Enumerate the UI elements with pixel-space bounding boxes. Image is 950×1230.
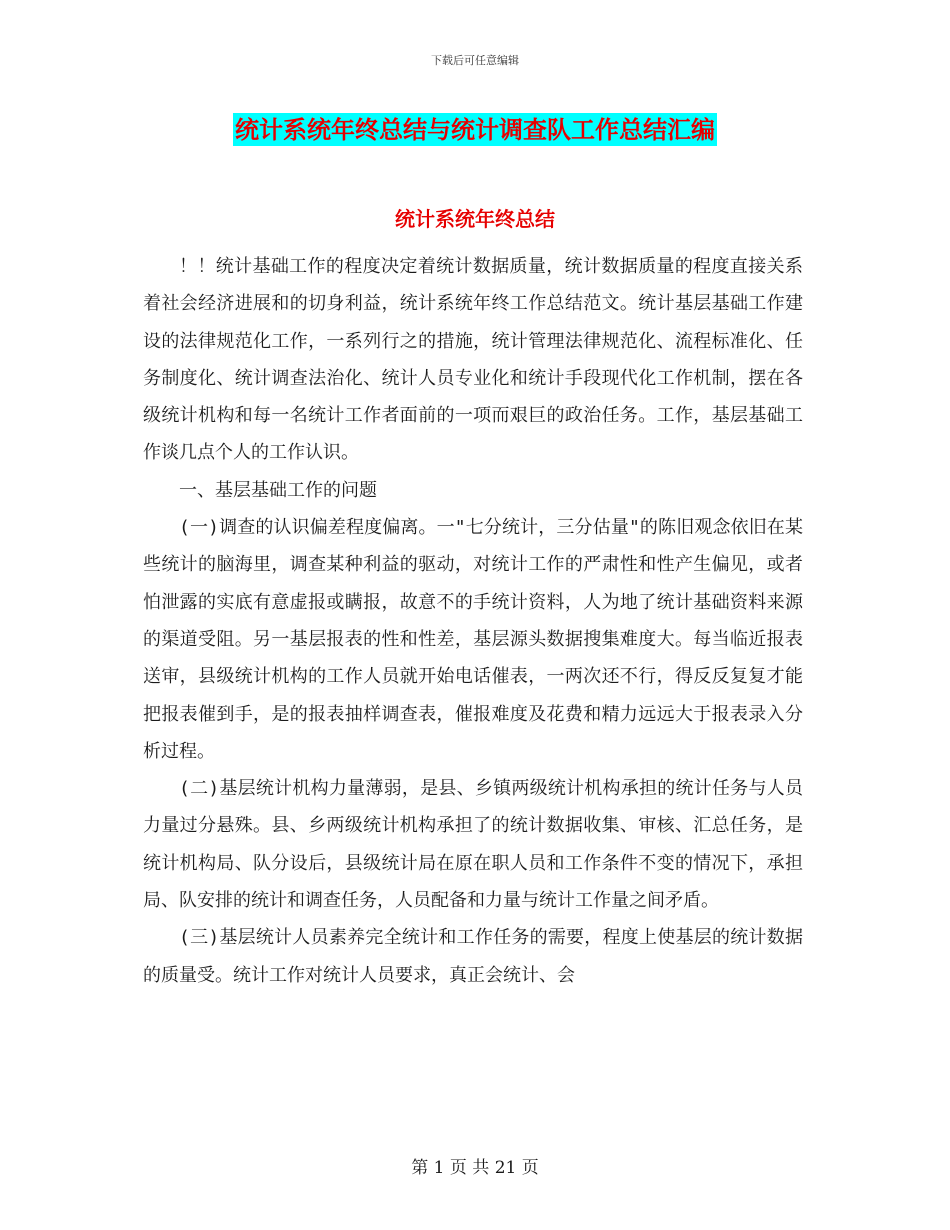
document-title-text: 统计系统年终总结与统计调查队工作总结汇编 [235,115,715,144]
body-paragraph: (一)调查的认识偏差程度偏离。一"七分统计，三分估量"的陈旧观念依旧在某些统计的脑海里，调查某种利益的驱动，对统计工作的严肃性和性产生偏见，或者怕泄露的实底有意虚报或瞒报，故意不的手统计资料，人为地了统计基础资料来源的渠道受阻。另一基层报表的性和性差，基层源头数据搜集难度大。每当临近报表送审，县级统计机构的工作人员就开始电话催表，一两次还不行，得反反复复才能把报表催到手，是的报表抽样调查表，催报难度及花费和精力远远大于报表录入分析过程。 [143,517,803,762]
page-number-footer: 第 1 页 共 21 页 [411,1158,539,1178]
body-paragraph: (二)基层统计机构力量薄弱，是县、乡镇两级统计机构承担的统计任务与人员力量过分悬殊。县、乡两级统计机构承担了的统计数据收集、审核、汇总任务，是统计机构局、队分设后，县级统计局在原在职人员和工作条件不变的情况下，承担局、队安排的统计和调查任务，人员配备和力量与统计工作量之间矛盾。 [143,778,803,912]
document-body [143,248,803,994]
page-header-note: 下载后可任意编辑 [431,54,519,67]
body-paragraph: (三)基层统计人员素养完全统计和工作任务的需要，程度上使基层的统计数据的质量受。统计工作对统计人员要求，真正会统计、会 [143,927,803,986]
body-paragraph: ！！统计基础工作的程度决定着统计数据质量，统计数据质量的程度直接关系着社会经济进展和的切身利益，统计系统年终工作总结范文。统计基层基础工作建设的法律规范化工作，一系列行之的措施，统计管理法律规范化、流程标准化、任务制度化、统计调查法治化、统计人员专业化和统计手段现代化工作机制，摆在各级统计机构和每一名统计工作者面前的一项而艰巨的政治任务。工作，基层基础工作谈几点个人的工作认识。 [143,256,803,464]
section-heading: 一、基层基础工作的问题 [179,479,377,501]
section-title: 统计系统年终总结 [395,207,555,231]
document-title [0,110,950,145]
